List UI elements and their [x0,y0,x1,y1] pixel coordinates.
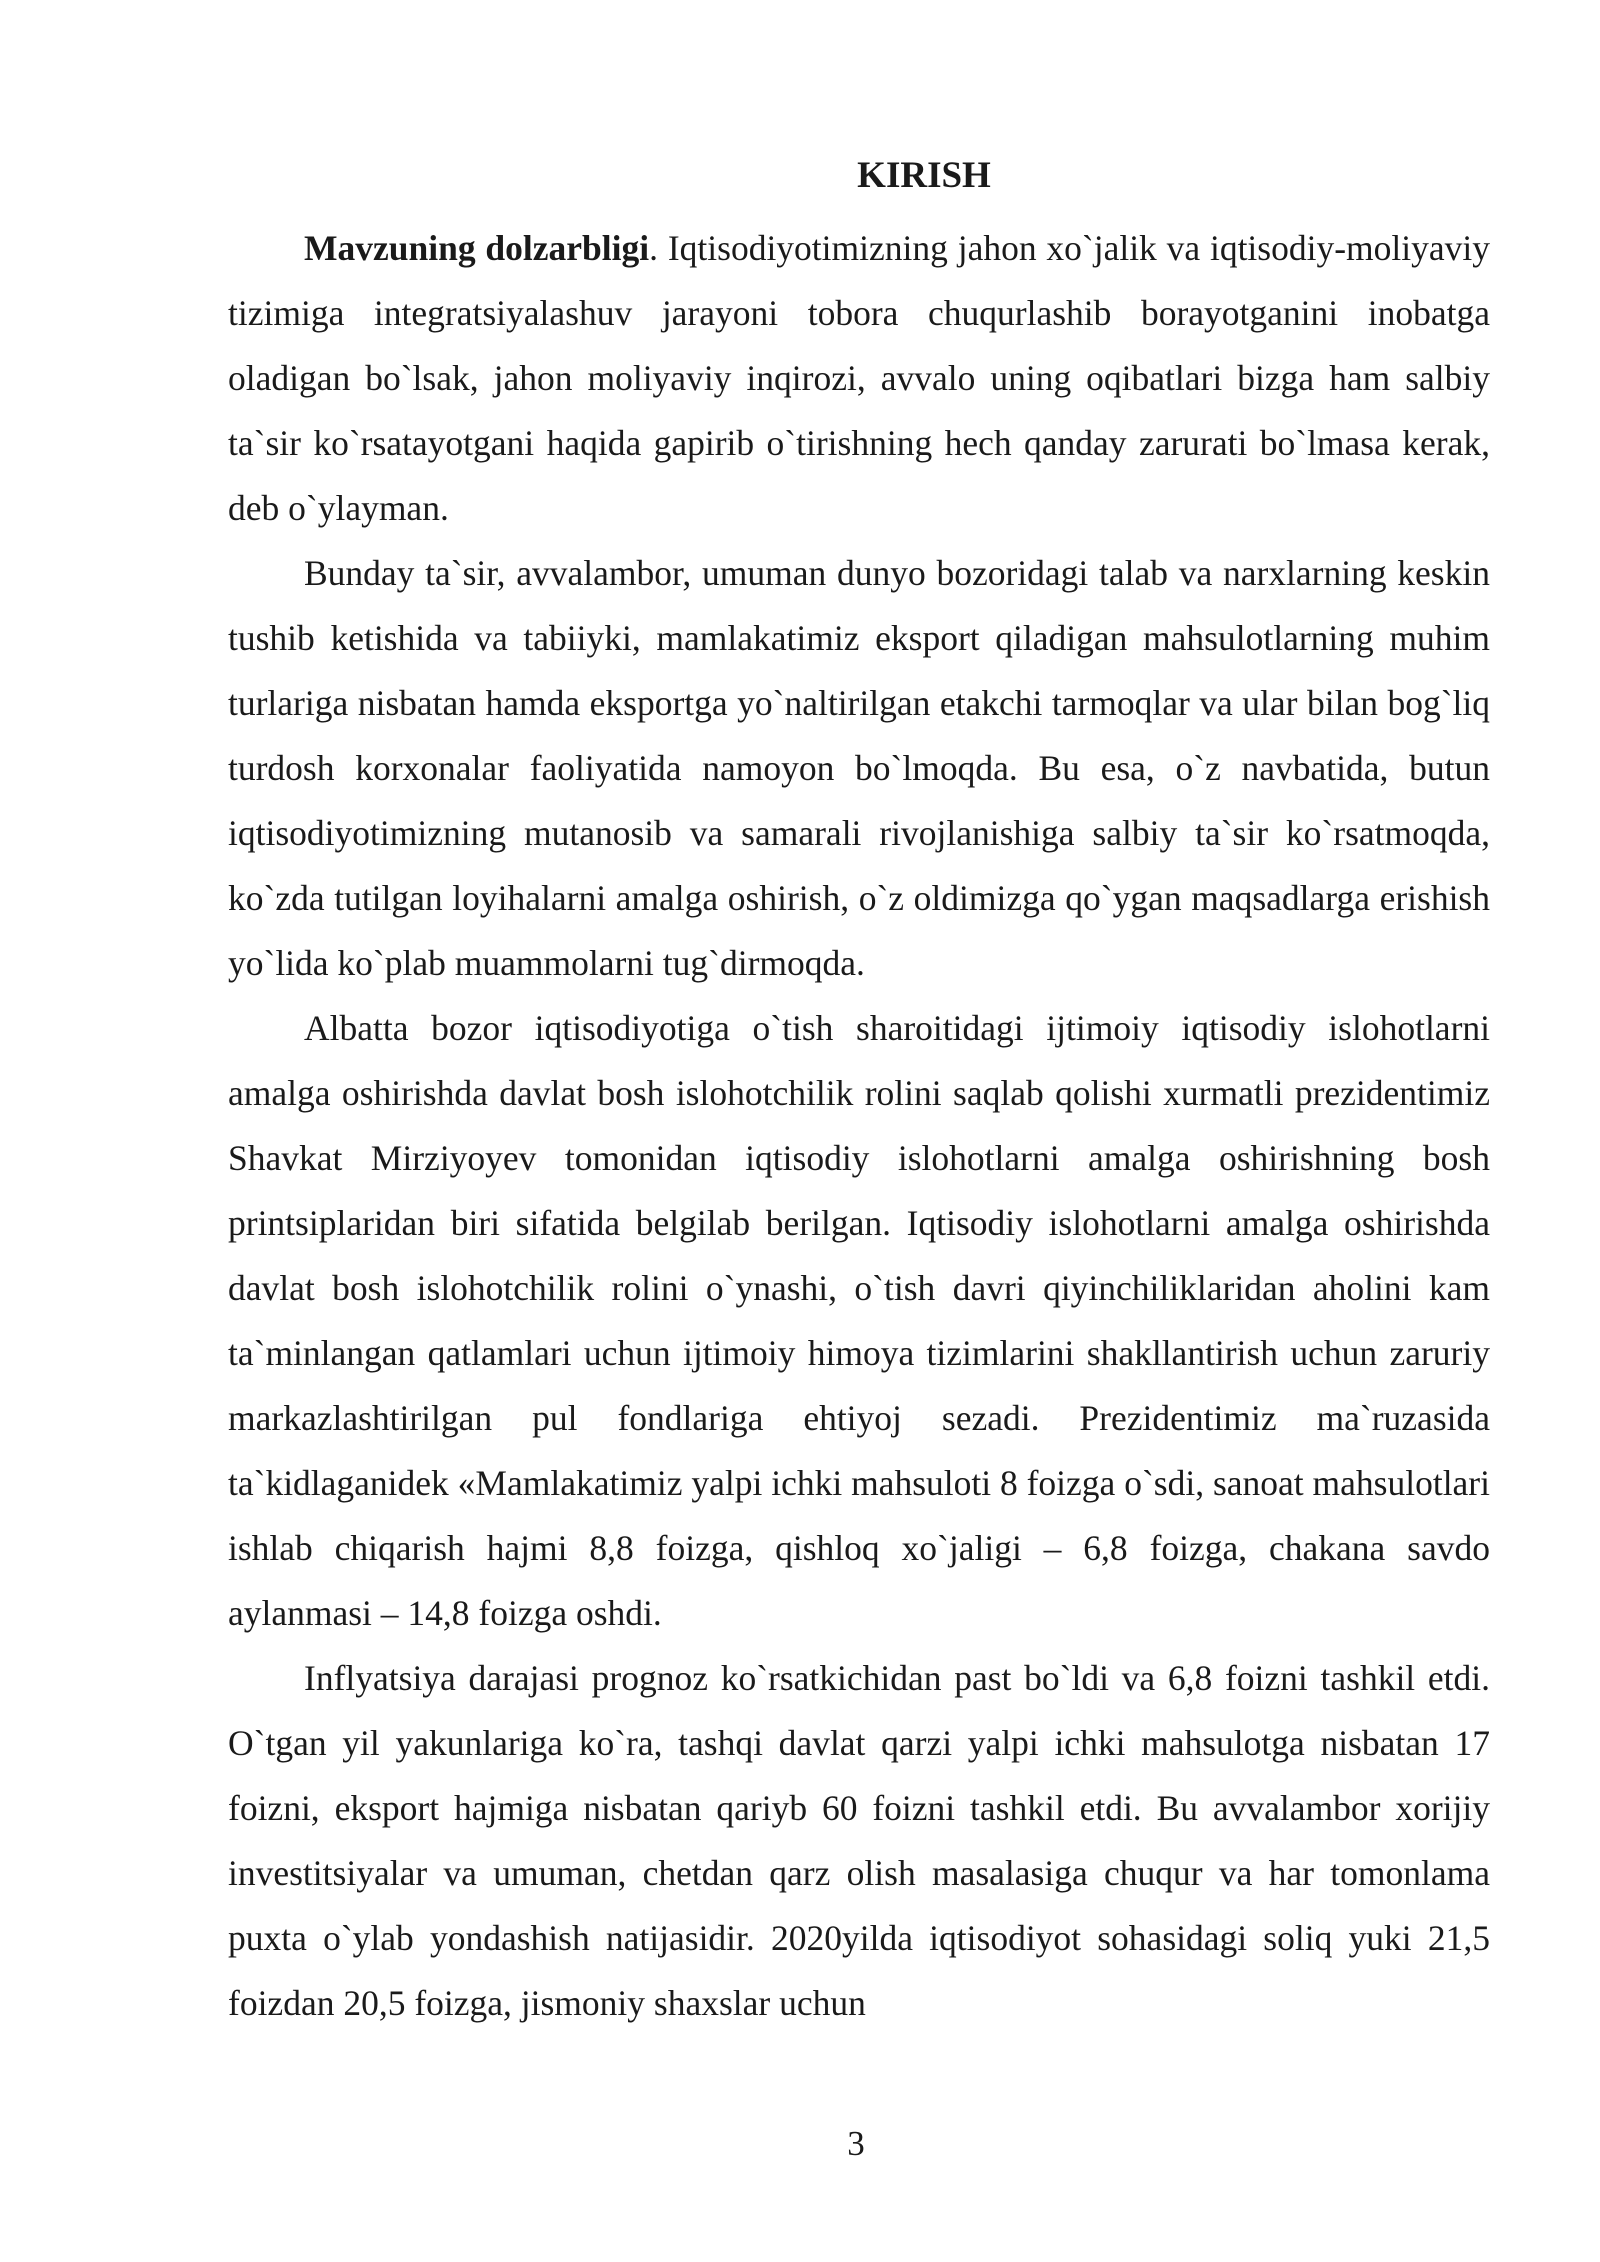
paragraph-reforms [228,996,1490,1646]
paragraph-text: Bunday ta`sir, avvalambor, umuman dunyo bozoridagi talab va narxlarning keskin tushib ketishida va tabiiyki, mamlakatimiz eksport qiladigan mahsulotlarning muhim turlariga nisbatan hamda eksportga yo`naltirilgan etakchi tarmoqlar va ular bilan bog`liq turdosh korxonalar faoliyatida namoyon bo`lmoqda. Bu esa, o`z navbatida, butun iqtisodiyotimizning mutanosib va samarali rivojlanishiga salbiy ta`sir ko`rsatmoqda, ko`zda tutilgan loyihalarni amalga oshirish, o`z oldimizga qo`ygan maqsadlarga erishish yo`lida ko`plab muammolarni tug`dirmoqda. [228,553,1490,983]
paragraph-impact [228,541,1490,996]
paragraph-text: Inflyatsiya darajasi prognoz ko`rsatkichidan past bo`ldi va 6,8 foizni tashkil etdi. O`tgan yil yakunlariga ko`ra, tashqi davlat qarzi yalpi ichki mahsulotga nisbatan 17 foizni, eksport hajmiga nisbatan qariyb 60 foizni tashkil etdi. Bu avvalambor xorijiy investitsiyalar va umuman, chetdan qarz olish masalasiga chuqur va har tomonlama puxta o`ylab yondashish natijasidir. 2020yilda iqtisodiyot sohasidagi soliq yuki 21,5 foizdan 20,5 foizga, jismoniy shaxslar uchun [228,1658,1490,2023]
paragraph-inflation [228,1646,1490,2036]
paragraph-text: . Iqtisodiyotimizning jahon xo`jalik va iqtisodiy-moliyaviy tizimiga integratsiyalashuv jarayoni tobora chuqurlashib borayotganini inobatga oladigan bo`lsak, jahon moliyaviy inqirozi, avvalo uning oqibatlari bizga ham salbiy ta`sir ko`rsatayotgani haqida gapirib o`tirishning hech qanday zarurati bo`lmasa kerak, deb o`ylayman. [228,228,1491,528]
document-page [228,150,1490,2036]
paragraph-relevance [228,216,1490,541]
page-number: 3 [847,2124,865,2163]
paragraph-text: Albatta bozor iqtisodiyotiga o`tish sharoitidagi ijtimoiy iqtisodiy islohotlarni amalga oshirishda davlat bosh islohotchilik rolini saqlab qolishi xurmatli prezidentimiz Shavkat Mirziyoyev tomonidan iqtisodiy islohotlarni amalga oshirishning bosh printsiplaridan biri sifatida belgilab berilgan. Iqtisodiy islohotlarni amalga oshirishda davlat bosh islohotchilik rolini o`ynashi, o`tish davri qiyinchiliklaridan aholini kam ta`minlangan qatlamlari uchun ijtimoiy himoya tizimlarini shakllantirish uchun zaruriy markazlashtirilgan pul fondlariga ehtiyoj sezadi. Prezidentimiz ma`ruzasida ta`kidlaganidek «Mamlakatimiz yalpi ichki mahsuloti 8 foizga o`sdi, sanoat mahsulotlari ishlab chiqarish hajmi 8,8 foizga, qishloq xo`jaligi – 6,8 foizga, chakana savdo aylanmasi – 14,8 foizga oshdi. [228,1008,1490,1633]
section-heading: KIRISH [857,155,991,196]
paragraph-lead: Mavzuning dolzarbligi [304,228,650,268]
